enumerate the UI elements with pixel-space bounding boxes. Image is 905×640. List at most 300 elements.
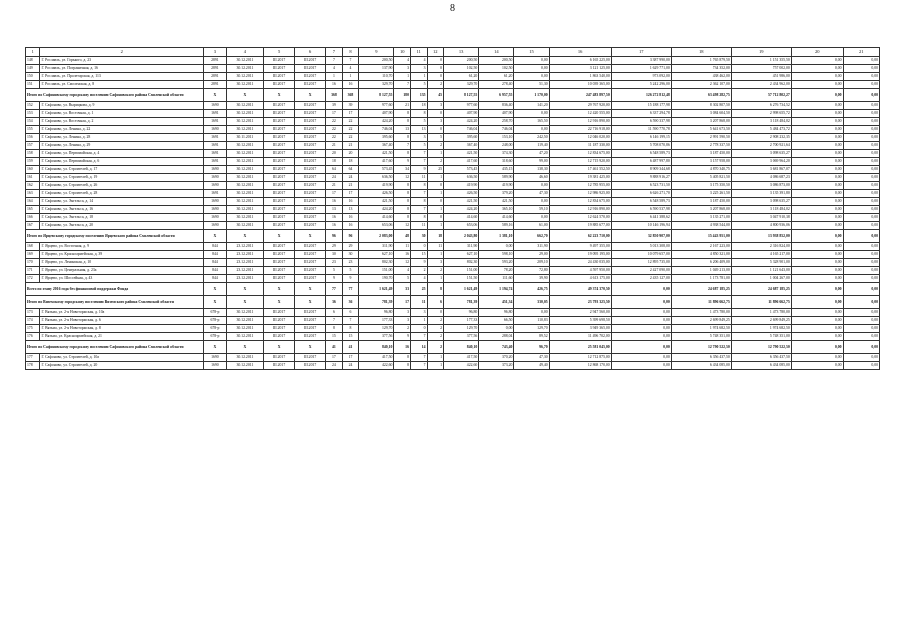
table-cell: 17 <box>342 190 359 198</box>
subtotal-label: Итого по Ярцевскому городскому поселению Ярцевского района Смоленской области <box>26 230 204 243</box>
subtotal-cell: X <box>264 341 295 354</box>
table-cell: 29 <box>342 243 359 251</box>
subtotal-cell: 0,00 <box>843 230 879 243</box>
subtotal-cell: 0,00 <box>611 296 671 309</box>
table-cell: 3 <box>410 134 427 142</box>
table-cell: 129,70 <box>359 325 394 333</box>
table-cell: 17 <box>342 354 359 362</box>
address-cell: Г. Сафоново, ул. Энгельса, д. 20 <box>40 222 204 230</box>
table-cell: 636,50 <box>444 174 479 182</box>
table-cell: 0 <box>427 214 444 222</box>
subtotal-cell: 33 <box>394 283 411 296</box>
table-row <box>26 243 880 251</box>
table-cell: III.2017 <box>264 222 295 230</box>
address-cell: Г. Сафоново, ул. Ленина, д. 29 <box>40 142 204 150</box>
subtotal-cell: X <box>204 230 227 243</box>
table-cell: III.2017 <box>295 275 326 283</box>
table-cell: 12 916 890,00 <box>549 206 611 214</box>
table-cell: 1 974 682,50 <box>671 325 731 333</box>
table-cell: 17 <box>326 354 343 362</box>
address-cell: Г. Сафоново, ул. Энгельса, д. 18 <box>40 214 204 222</box>
table-cell: 0 <box>410 325 427 333</box>
address-cell: Г. Сафоново, ул. Восточная, д. 1 <box>40 110 204 118</box>
table-cell: III.2017 <box>295 174 326 182</box>
table-cell: 746,04 <box>479 126 514 134</box>
table-cell: 1 <box>427 174 444 182</box>
table-cell: 0 <box>427 57 444 65</box>
table-cell: 367,40 <box>444 142 479 150</box>
table-row <box>26 134 880 142</box>
table-cell: 3 086 873,00 <box>731 182 791 190</box>
table-row <box>26 81 880 89</box>
subtotal-cell: 24 687 185,25 <box>731 283 791 296</box>
table-cell: 2 778 337,50 <box>671 142 731 150</box>
subtotal-cell: X <box>295 283 326 296</box>
table-cell: 1691 <box>204 190 227 198</box>
subtotal-cell: 840,10 <box>444 341 479 354</box>
table-cell: 15 188 177,98 <box>611 102 671 110</box>
table-cell: 30.12.2011 <box>226 81 263 89</box>
row-number-cell: 170 <box>26 259 40 267</box>
table-cell: 0 <box>427 65 444 73</box>
table-cell: 242,50 <box>514 134 549 142</box>
subtotal-cell: X <box>204 283 227 296</box>
subtotal-cell: 57 712 802,27 <box>731 89 791 102</box>
table-cell: 3 187 450,00 <box>671 150 731 158</box>
table-cell: 844 <box>204 275 227 283</box>
table-row <box>26 182 880 190</box>
table-cell: 5 399 698,50 <box>549 317 611 325</box>
table-cell: 4 870 340,75 <box>671 166 731 174</box>
table-cell: 3 <box>410 309 427 317</box>
table-cell: 190,70 <box>359 275 394 283</box>
table-cell: 1691 <box>204 150 227 158</box>
table-cell: 18 <box>410 102 427 110</box>
table-cell: 30.12.2011 <box>226 57 263 65</box>
table-cell: 3 <box>427 259 444 267</box>
subtotal-cell: 330,05 <box>514 296 549 309</box>
subtotal-cell: 0,00 <box>611 283 671 296</box>
table-cell: 0,00 <box>791 73 843 81</box>
table-cell: 0,00 <box>843 251 879 259</box>
table-cell: 66,50 <box>479 317 514 325</box>
table-cell: III.2017 <box>295 190 326 198</box>
table-cell: 746,04 <box>444 126 479 134</box>
subtotal-label: Итого по Сафоновскому городскому поселению Сафоновского района Смоленской области <box>26 89 204 102</box>
table-cell: III.2017 <box>295 166 326 174</box>
subtotal-row <box>26 230 880 243</box>
table-cell: 61,00 <box>514 222 549 230</box>
table-cell: 2891 <box>204 73 227 81</box>
table-cell: 4 <box>342 65 359 73</box>
table-cell: 17 461 552,50 <box>549 166 611 174</box>
subtotal-cell: 15 443 951,00 <box>671 230 731 243</box>
subtotal-cell: 1 621,49 <box>444 283 479 296</box>
table-cell: 2 700 921,64 <box>731 142 791 150</box>
table-cell: 844 <box>204 267 227 275</box>
table-cell: 0,00 <box>791 57 843 65</box>
table-cell: 13 <box>394 126 411 134</box>
table-cell: 802,30 <box>444 259 479 267</box>
row-number-cell: 160 <box>26 166 40 174</box>
column-number-cell: 4 <box>226 48 263 57</box>
table-row <box>26 267 880 275</box>
column-number-cell: 13 <box>444 48 479 57</box>
table-cell: III.2017 <box>264 243 295 251</box>
subtotal-cell: X <box>295 230 326 243</box>
table-cell: 16 <box>394 251 411 259</box>
table-cell: 2 947 560,00 <box>549 309 611 317</box>
table-cell: 329,70 <box>359 81 394 89</box>
table-cell: 8 <box>394 214 411 222</box>
table-cell: 1 <box>427 222 444 230</box>
table-cell: 8 <box>342 325 359 333</box>
table-cell: 0,00 <box>843 126 879 134</box>
table-cell: III.2017 <box>295 309 326 317</box>
subtotal-cell: 62 223 710,00 <box>549 230 611 243</box>
table-cell: 0 <box>427 309 444 317</box>
table-cell: 419,90 <box>359 182 394 190</box>
table-cell: 0,00 <box>843 243 879 251</box>
table-cell: 209,10 <box>514 259 549 267</box>
table-cell: 0,00 <box>791 259 843 267</box>
table-cell: 424,20 <box>444 206 479 214</box>
table-cell: 24 <box>326 362 343 370</box>
table-cell: 0,00 <box>514 57 549 65</box>
row-number-cell: 173 <box>26 309 40 317</box>
page-number: 8 <box>450 3 455 14</box>
column-number-header-row <box>26 48 880 57</box>
address-cell: Г. Сафоново, ул. Первомайская, д. 4 <box>40 150 204 158</box>
column-number-cell: 8 <box>342 48 359 57</box>
table-cell: 22 <box>342 134 359 142</box>
table-cell: 0,00 <box>791 150 843 158</box>
column-number-cell: 6 <box>295 48 326 57</box>
table-cell: 6 434 085,00 <box>671 362 731 370</box>
table-cell: 426,50 <box>444 190 479 198</box>
table-cell: 1690 <box>204 222 227 230</box>
table-cell: 0,00 <box>843 275 879 283</box>
table-cell: 7 <box>410 354 427 362</box>
table-cell: 23.12.2011 <box>226 243 263 251</box>
subtotal-cell: 25 581 045,00 <box>549 341 611 354</box>
address-cell: Г. Сафоново, ул. Вырицкова, д. 9 <box>40 102 204 110</box>
table-cell: 636,50 <box>359 174 394 182</box>
table-cell: 417,50 <box>359 354 394 362</box>
table-cell: 7 <box>326 317 343 325</box>
table-cell: 395,60 <box>444 134 479 142</box>
table-cell: 23.12.2011 <box>226 267 263 275</box>
table-cell: 2 <box>410 267 427 275</box>
table-cell: 11 590 770,78 <box>611 126 671 134</box>
table-cell: 177,33 <box>359 317 394 325</box>
table-cell: III.2017 <box>264 118 295 126</box>
table-cell: III.2017 <box>264 166 295 174</box>
table-cell: 2 167 223,00 <box>671 243 731 251</box>
subtotal-cell: 368 <box>342 89 359 102</box>
table-cell: III.2017 <box>264 126 295 134</box>
table-cell: 5 242 296,00 <box>611 81 671 89</box>
table-cell: 0 <box>427 182 444 190</box>
subtotal-cell: X <box>226 89 263 102</box>
table-cell: 1 <box>427 354 444 362</box>
table-cell: 5 708 070,86 <box>611 142 671 150</box>
table-cell: 10 146 196,94 <box>611 222 671 230</box>
subtotal-cell: X <box>295 296 326 309</box>
table-cell: 379,20 <box>479 190 514 198</box>
subtotal-cell: 8 127,55 <box>444 89 479 102</box>
row-number-cell: 158 <box>26 150 40 158</box>
table-cell: 151,00 <box>444 267 479 275</box>
table-cell: 7 <box>410 206 427 214</box>
table-cell: 258,70 <box>479 118 514 126</box>
address-cell: Г. Сафоново, ул. Строителей, д. 17 <box>40 166 204 174</box>
table-cell: 9 497 355,00 <box>549 243 611 251</box>
table-cell: 0,00 <box>479 325 514 333</box>
table-cell: III.2017 <box>264 142 295 150</box>
table-cell: 96,80 <box>479 309 514 317</box>
table-cell: 30 <box>342 251 359 259</box>
column-number-cell: 10 <box>394 48 411 57</box>
subtotal-cell: 1 194,74 <box>479 283 514 296</box>
table-cell: 21 <box>342 182 359 190</box>
table-cell: 1 473 780,00 <box>671 309 731 317</box>
table-cell: 8 <box>394 110 411 118</box>
table-cell: 0,00 <box>514 73 549 81</box>
table-cell: 23.12.2011 <box>226 259 263 267</box>
address-cell: Г. Сафоново, ул. Строителей, д. 10а <box>40 354 204 362</box>
table-cell: 12 <box>394 259 411 267</box>
table-cell: 407,90 <box>359 110 394 118</box>
table-cell: 422,60 <box>359 362 394 370</box>
subtotal-cell: 0,00 <box>791 230 843 243</box>
table-cell: 1 <box>342 73 359 81</box>
table-cell: 734 352,00 <box>671 65 731 73</box>
table-row <box>26 325 880 333</box>
table-cell: 374,30 <box>479 150 514 158</box>
table-cell: 141,20 <box>514 102 549 110</box>
table-cell: 15 <box>342 333 359 341</box>
address-cell: Г. Сафоново, ул. Восточная, д. 2 <box>40 118 204 126</box>
subtotal-cell: 781,39 <box>359 296 394 309</box>
table-cell: 0,00 <box>514 65 549 73</box>
table-cell: III.2017 <box>264 150 295 158</box>
table-cell: III.2017 <box>295 57 326 65</box>
table-cell: 30.12.2011 <box>226 222 263 230</box>
table-cell: 6 <box>342 309 359 317</box>
table-cell: 0,00 <box>843 206 879 214</box>
address-cell: Г. Вязьма, ул. 2-я Новоторжская, д. 8 <box>40 325 204 333</box>
table-cell: 0,00 <box>611 333 671 341</box>
table-cell: 7 <box>394 81 411 89</box>
table-cell: 4 <box>410 275 427 283</box>
table-cell: III.2017 <box>264 57 295 65</box>
table-cell: 22 <box>342 126 359 134</box>
table-cell: 3 <box>410 65 427 73</box>
subtotal-cell: 77 <box>342 283 359 296</box>
table-cell: 30.12.2011 <box>226 150 263 158</box>
table-cell: 1690 <box>204 214 227 222</box>
table-cell: 414,60 <box>479 214 514 222</box>
table-cell: 5 641 673,50 <box>671 126 731 134</box>
table-cell: 30.12.2011 <box>226 158 263 166</box>
address-cell: Г. Ярцево, ул. Ленинская, д. 10 <box>40 259 204 267</box>
table-cell: III.2017 <box>264 333 295 341</box>
table-cell: 16 <box>326 198 343 206</box>
table-cell: 0,00 <box>791 206 843 214</box>
table-cell: 1690 <box>204 362 227 370</box>
address-cell: Г. Сафоново, ул. Ленина, д. 28 <box>40 134 204 142</box>
table-cell: 6 441 388,62 <box>611 214 671 222</box>
table-row <box>26 126 880 134</box>
table-cell: 177,33 <box>444 317 479 325</box>
table-cell: 3 135 391,80 <box>731 190 791 198</box>
row-number-cell: 172 <box>26 275 40 283</box>
table-cell: 278,40 <box>479 81 514 89</box>
table-cell: 30.12.2011 <box>226 190 263 198</box>
table-cell: 0,00 <box>843 222 879 230</box>
subtotal-cell: 12 790 522,50 <box>731 341 791 354</box>
table-cell: 4 597 950,00 <box>549 267 611 275</box>
table-cell: 21 <box>394 102 411 110</box>
column-number-cell: 7 <box>326 48 343 57</box>
table-cell: 9 <box>394 158 411 166</box>
table-cell: 377,56 <box>359 333 394 341</box>
table-cell: 977,60 <box>444 102 479 110</box>
table-row <box>26 102 880 110</box>
table-row <box>26 190 880 198</box>
table-cell: 51,30 <box>514 81 549 89</box>
table-cell: 836,40 <box>479 102 514 110</box>
table-cell: 0,00 <box>791 362 843 370</box>
table-cell: III.2017 <box>295 73 326 81</box>
table-cell: 627,10 <box>444 251 479 259</box>
table-row <box>26 150 880 158</box>
row-number-cell: 150 <box>26 73 40 81</box>
table-cell: 30.12.2011 <box>226 317 263 325</box>
table-cell: 10 039 365,00 <box>549 81 611 89</box>
table-cell: 0,00 <box>791 222 843 230</box>
table-cell: 0 <box>427 126 444 134</box>
table-cell: 407,90 <box>479 110 514 118</box>
table-cell: 12 420 555,00 <box>549 110 611 118</box>
table-cell: 6 434 085,00 <box>731 362 791 370</box>
subtotal-cell: 451,34 <box>479 296 514 309</box>
subtotal-cell: 1 381,10 <box>479 230 514 243</box>
subtotal-cell: X <box>295 89 326 102</box>
table-cell: 0,00 <box>843 65 879 73</box>
subtotal-cell: 6 <box>427 296 444 309</box>
table-cell: 5 <box>394 275 411 283</box>
table-cell: III.2017 <box>264 325 295 333</box>
table-cell: III.2017 <box>295 362 326 370</box>
table-cell: 9 <box>342 275 359 283</box>
subtotal-cell: 840,10 <box>359 341 394 354</box>
table-cell: 419,90 <box>479 182 514 190</box>
table-cell: III.2017 <box>295 126 326 134</box>
table-cell: 0,00 <box>791 158 843 166</box>
table-cell: 1 974 682,50 <box>731 325 791 333</box>
table-cell: 47,20 <box>514 150 549 158</box>
table-cell: 29 <box>326 243 343 251</box>
table-cell: 30.12.2011 <box>226 142 263 150</box>
table-cell: 22 <box>326 126 343 134</box>
subtotal-cell: 135 <box>410 89 427 102</box>
table-cell: 7 <box>410 150 427 158</box>
table-cell: 0 <box>427 73 444 81</box>
table-cell: 96,80 <box>359 309 394 317</box>
table-row <box>26 206 880 214</box>
table-cell: 1690 <box>204 198 227 206</box>
table-cell: 200,50 <box>444 57 479 65</box>
column-number-cell: 1 <box>26 48 40 57</box>
table-cell: 5 <box>410 142 427 150</box>
address-cell: Г. Сафоново, ул. Строителей, д. 20 <box>40 362 204 370</box>
table-cell: 30.12.2011 <box>226 198 263 206</box>
table-cell: 5 <box>326 267 343 275</box>
table-cell: III.2017 <box>295 134 326 142</box>
subtotal-cell: 180 <box>394 89 411 102</box>
table-cell: 110,70 <box>359 73 394 81</box>
table-cell: 16 <box>342 198 359 206</box>
table-cell: 4 165 217,00 <box>731 251 791 259</box>
table-cell: 30.12.2011 <box>226 214 263 222</box>
table-cell: 3 681 867,07 <box>731 166 791 174</box>
table-cell: 129,70 <box>514 325 549 333</box>
table-cell: 3 098 635,27 <box>731 198 791 206</box>
subtotal-cell: 0,00 <box>791 296 843 309</box>
table-cell: 15 <box>410 251 427 259</box>
table-cell: 6 356 437,50 <box>671 354 731 362</box>
table-cell: 2 908 232,35 <box>731 134 791 142</box>
table-cell: 1 <box>427 275 444 283</box>
column-number-cell: 15 <box>514 48 549 57</box>
subtotal-cell: 8 <box>427 283 444 296</box>
table-cell: 1 <box>427 251 444 259</box>
table-cell: 0,00 <box>791 214 843 222</box>
table-cell: 15 <box>326 333 343 341</box>
table-cell: 0,00 <box>843 259 879 267</box>
column-number-cell: 14 <box>479 48 514 57</box>
table-cell: 8 <box>394 362 411 370</box>
table-row <box>26 251 880 259</box>
table-cell: 4 850 321,00 <box>671 251 731 259</box>
address-cell: Г. Сафоново, ул. Строителей, д. 26 <box>40 182 204 190</box>
subtotal-cell: 0,00 <box>791 89 843 102</box>
table-cell: 64 <box>326 166 343 174</box>
column-number-cell: 5 <box>264 48 295 57</box>
table-cell: 2 435 127,00 <box>611 275 671 283</box>
table-cell: III.2017 <box>295 222 326 230</box>
address-cell: Г. Вязьма, ул. Красноармейская, д. 21 <box>40 333 204 341</box>
subtotal-row <box>26 341 880 354</box>
table-cell: 23 <box>342 259 359 267</box>
table-cell: III.2017 <box>295 110 326 118</box>
table-cell: 24 <box>342 362 359 370</box>
table-cell: 0 <box>427 110 444 118</box>
table-cell: 2 434 962,00 <box>731 81 791 89</box>
table-cell: III.2017 <box>295 214 326 222</box>
subtotal-cell: X <box>226 283 263 296</box>
table-cell: 72,80 <box>514 267 549 275</box>
address-cell: Г. Сафоново, ул. Энгельса, д. 14 <box>40 198 204 206</box>
subtotal-cell: X <box>264 296 295 309</box>
table-cell: 0,00 <box>791 102 843 110</box>
table-cell: 151,00 <box>359 267 394 275</box>
address-cell: Г. Ярцево, ул. Шоссейная, д. 43 <box>40 275 204 283</box>
subtotal-cell: 0,00 <box>611 341 671 354</box>
table-cell: 377,56 <box>444 333 479 341</box>
